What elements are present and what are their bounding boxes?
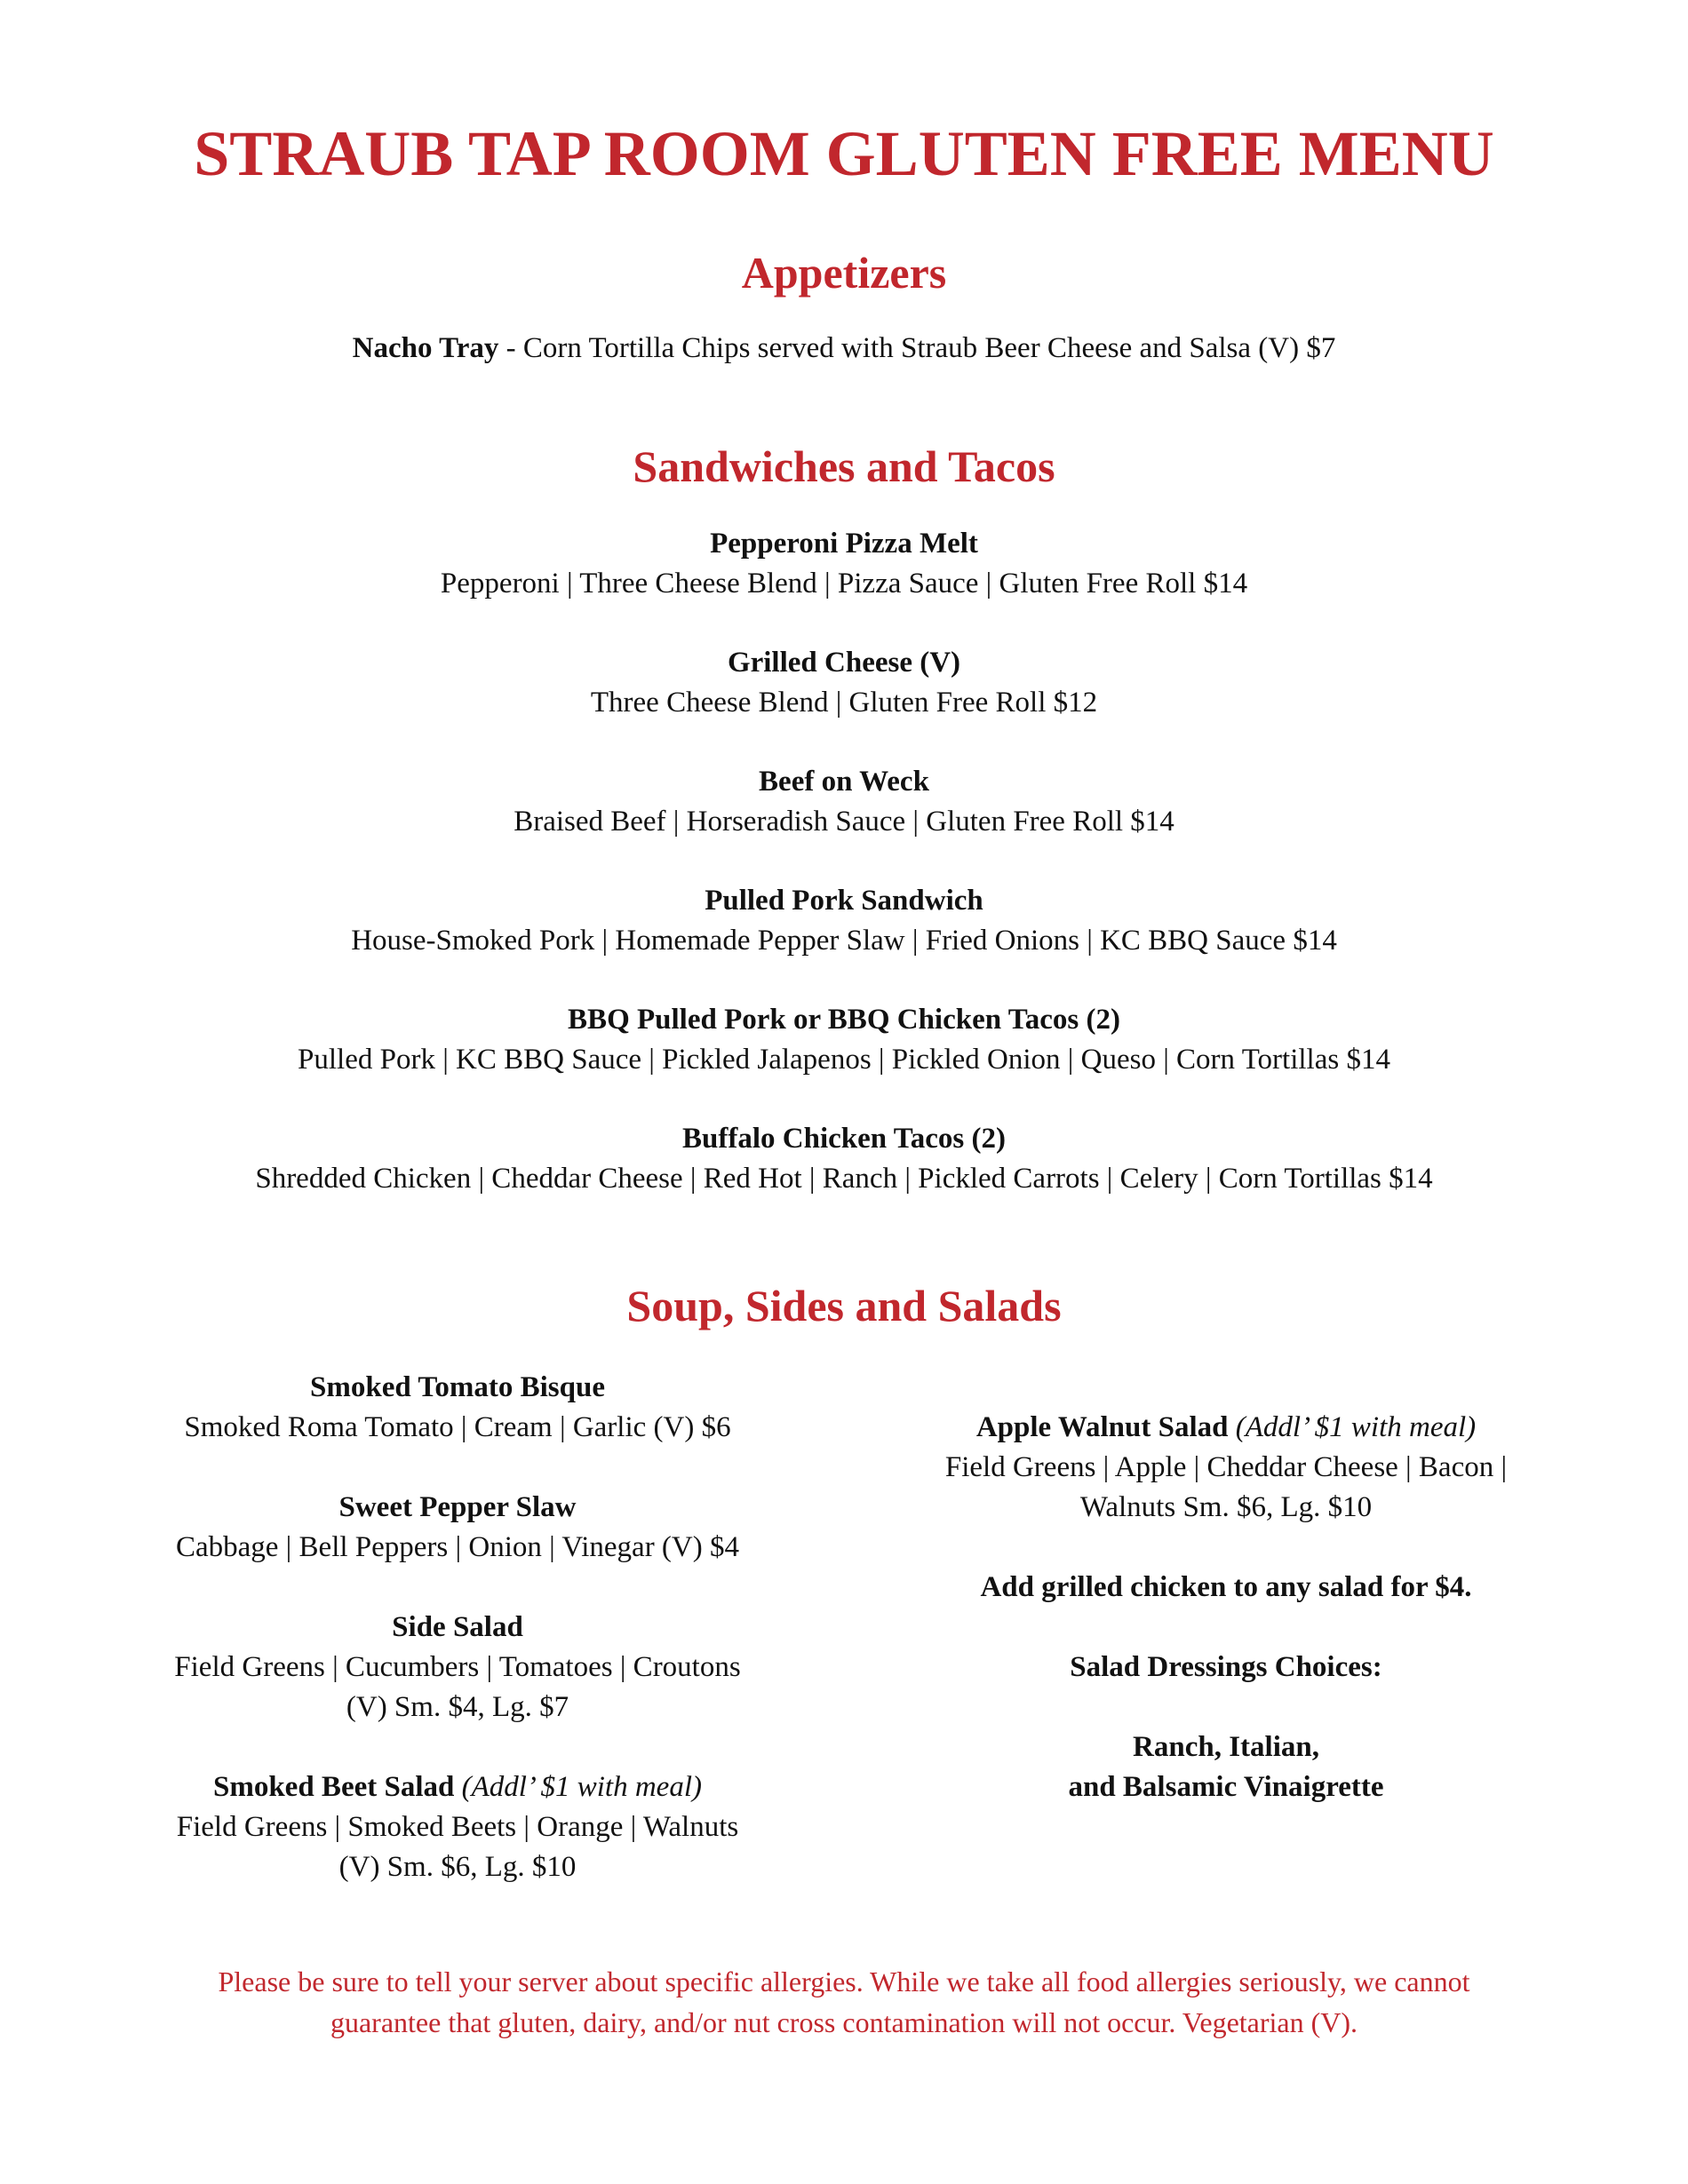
item-name-buffalo-chicken-tacos: Buffalo Chicken Tacos (2) — [682, 1123, 1006, 1155]
item-name-smoked-beet-salad — [107, 1767, 808, 1807]
soups-left-column — [107, 1368, 808, 1887]
menu-title: STRAUB TAP ROOM GLUTEN FREE MENU — [194, 118, 1494, 189]
item-description-pulled-pork-sandwich: House-Smoked Pork | Homemade Pepper Slaw | Fried Onions | KC BBQ Sauce $14 — [351, 925, 1337, 957]
item-note: (Addl’ $1 with meal) — [461, 1771, 702, 1803]
soups-right-column — [871, 1408, 1581, 1807]
item-name-grilled-cheese: Grilled Cheese (V) — [727, 647, 961, 679]
dressings-line2: and Balsamic Vinaigrette — [1068, 1771, 1384, 1803]
item-name-bbq-tacos: BBQ Pulled Pork or BBQ Chicken Tacos (2) — [568, 1004, 1120, 1036]
item-name-text: Apple Walnut Salad — [975, 1411, 1229, 1443]
allergy-disclaimer — [89, 1961, 1599, 2043]
dressings-heading: Salad Dressings Choices: — [1070, 1651, 1382, 1683]
dressings-line1: Ranch, Italian, — [1133, 1731, 1319, 1763]
item-name: Nacho Tray — [352, 332, 499, 364]
item-description-side-salad-line1: Field Greens | Cucumbers | Tomatoes | Croutons — [174, 1651, 741, 1683]
item-description-bbq-tacos: Pulled Pork | KC BBQ Sauce | Pickled Jalapenos | Pickled Onion | Queso | Corn Tortillas $14 — [298, 1044, 1390, 1076]
item-separator: - — [498, 332, 523, 364]
item-description-grilled-cheese: Three Cheese Blend | Gluten Free Roll $12 — [590, 687, 1098, 719]
item-description-side-salad-line2: (V) Sm. $4, Lg. $7 — [346, 1691, 569, 1723]
item-description-smoked-beet-salad-line2: (V) Sm. $6, Lg. $10 — [338, 1851, 577, 1883]
item-name-pulled-pork-sandwich: Pulled Pork Sandwich — [705, 885, 983, 917]
item-description: Corn Tortilla Chips served with Straub Beer Cheese and Salsa (V) $7 — [522, 332, 1336, 364]
section-heading-sandwiches: Sandwiches and Tacos — [633, 441, 1055, 491]
section-heading-soups: Soup, Sides and Salads — [626, 1281, 1062, 1330]
item-name-text: Smoked Beet Salad — [212, 1771, 455, 1803]
disclaimer-line2: guarantee that gluten, dairy, and/or nut cross contamination will not occur. Vegetarian (V). — [330, 2006, 1358, 2038]
item-description-pepperoni-pizza-melt: Pepperoni | Three Cheese Blend | Pizza Sauce | Gluten Free Roll $14 — [440, 568, 1248, 600]
item-description-buffalo-chicken-tacos: Shredded Chicken | Cheddar Cheese | Red Hot | Ranch | Pickled Carrots | Celery | Corn Tortillas $14 — [255, 1163, 1433, 1195]
item-description-smoked-tomato-bisque: Smoked Roma Tomato | Cream | Garlic (V) $6 — [184, 1411, 731, 1443]
menu-item-nacho-tray — [0, 329, 1688, 368]
item-note: (Addl’ $1 with meal) — [1235, 1411, 1477, 1443]
item-description-sweet-pepper-slaw: Cabbage | Bell Peppers | Onion | Vinegar (V) $4 — [175, 1531, 739, 1563]
item-name-beef-on-weck: Beef on Weck — [759, 766, 929, 798]
item-description-smoked-beet-salad-line1: Field Greens | Smoked Beets | Orange | Walnuts — [176, 1811, 739, 1843]
item-name-pepperoni-pizza-melt: Pepperoni Pizza Melt — [710, 528, 978, 560]
item-name-smoked-tomato-bisque: Smoked Tomato Bisque — [310, 1371, 605, 1403]
add-chicken-note: Add grilled chicken to any salad for $4. — [980, 1571, 1472, 1603]
item-name-side-salad: Side Salad — [392, 1611, 523, 1643]
item-name-apple-walnut-salad — [871, 1408, 1581, 1448]
disclaimer-line1: Please be sure to tell your server about specific allergies. While we take all food allergies seriously, we cannot — [218, 1966, 1470, 1997]
item-name-sweet-pepper-slaw: Sweet Pepper Slaw — [338, 1491, 577, 1523]
item-description-apple-walnut-line1: Field Greens | Apple | Cheddar Cheese | Bacon | — [944, 1451, 1508, 1483]
item-description-beef-on-weck: Braised Beef | Horseradish Sauce | Gluten Free Roll $14 — [514, 806, 1174, 838]
item-description-apple-walnut-line2: Walnuts Sm. $6, Lg. $10 — [1079, 1491, 1373, 1523]
section-heading-appetizers: Appetizers — [741, 248, 947, 298]
